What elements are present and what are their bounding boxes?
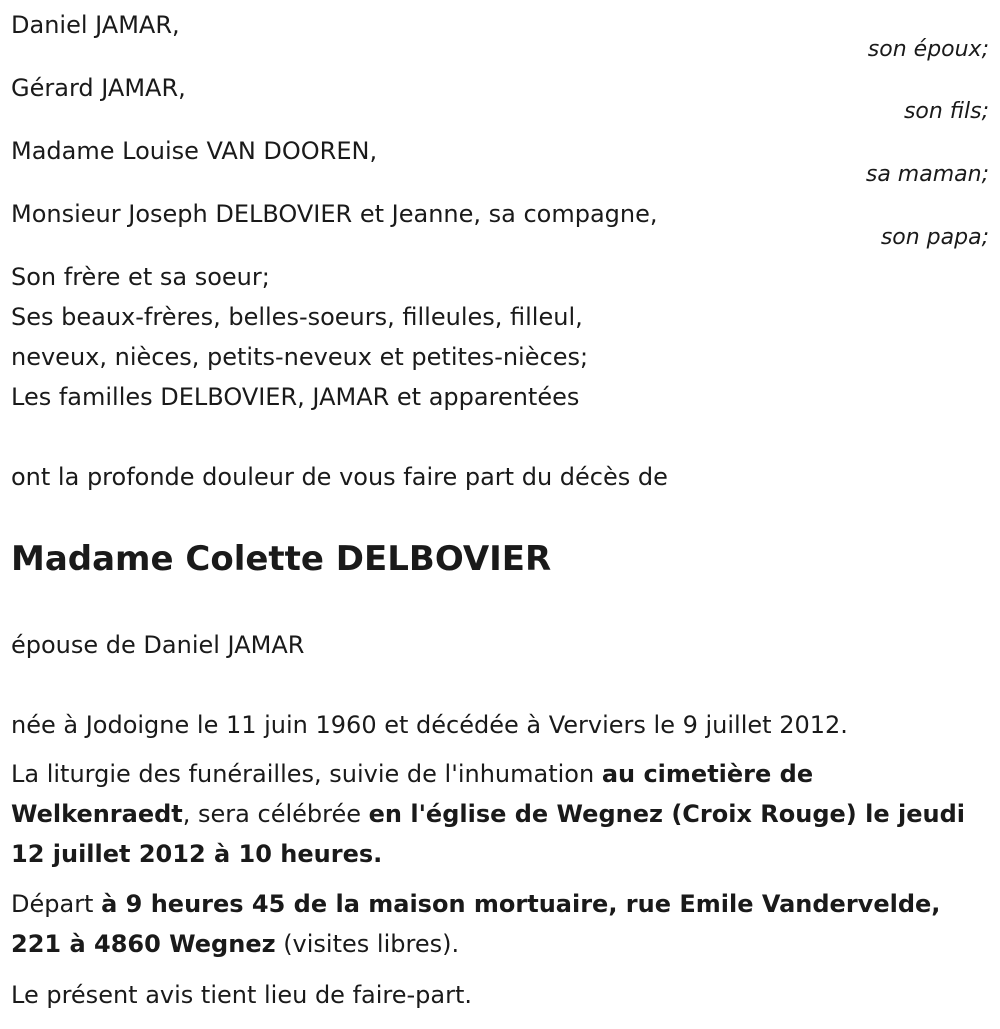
birth-death-line: née à Jodoigne le 11 juin 1960 et décédée à Verviers le 9 juillet 2012. <box>11 711 848 739</box>
deceased-name: Madame Colette DELBOVIER <box>11 539 552 579</box>
family-role-2: son fils; <box>903 99 989 124</box>
family-name-4: Monsieur Joseph DELBOVIER et Jeanne, sa compagne, <box>11 200 658 228</box>
family-name-2: Gérard JAMAR, <box>11 74 186 102</box>
liturgy-church-date: en l'église de Wegnez (Croix Rouge) le jeudi 12 juillet 2012 à 10 heures. <box>11 800 965 868</box>
spouse-line: épouse de Daniel JAMAR <box>11 631 305 659</box>
departure-text-2: (visites libres). <box>275 930 460 958</box>
family-role-1: son époux; <box>867 37 989 62</box>
departure-address: à 9 heures 45 de la maison mortuaire, rue Emile Vandervelde, 221 à 4860 Wegnez <box>11 890 941 958</box>
liturgy-cemetery: au cimetière de Welkenraedt <box>11 760 814 828</box>
obituary-notice <box>11 0 989 1029</box>
relatives-line-3: neveux, nièces, petits-neveux et petites-nièces; <box>11 343 589 371</box>
departure-paragraph <box>11 884 996 964</box>
relatives-line-4: Les familles DELBOVIER, JAMAR et apparentées <box>11 383 580 411</box>
departure-text-1: Départ <box>11 890 102 918</box>
family-name-3: Madame Louise VAN DOOREN, <box>11 137 378 165</box>
closing-line: Le présent avis tient lieu de faire-part. <box>11 981 473 1009</box>
family-role-4: son papa; <box>880 225 989 250</box>
liturgy-text-1: La liturgie des funérailles, suivie de l'inhumation <box>11 760 602 788</box>
relatives-line-1: Son frère et sa soeur; <box>11 263 270 291</box>
family-name-1: Daniel JAMAR, <box>11 11 180 39</box>
relatives-line-2: Ses beaux-frères, belles-soeurs, filleules, filleul, <box>11 303 583 331</box>
liturgy-text-2: , sera célébrée <box>182 800 369 828</box>
liturgy-paragraph <box>11 754 996 874</box>
family-role-3: sa maman; <box>865 162 989 187</box>
announcement-text: ont la profonde douleur de vous faire part du décès de <box>11 463 668 491</box>
